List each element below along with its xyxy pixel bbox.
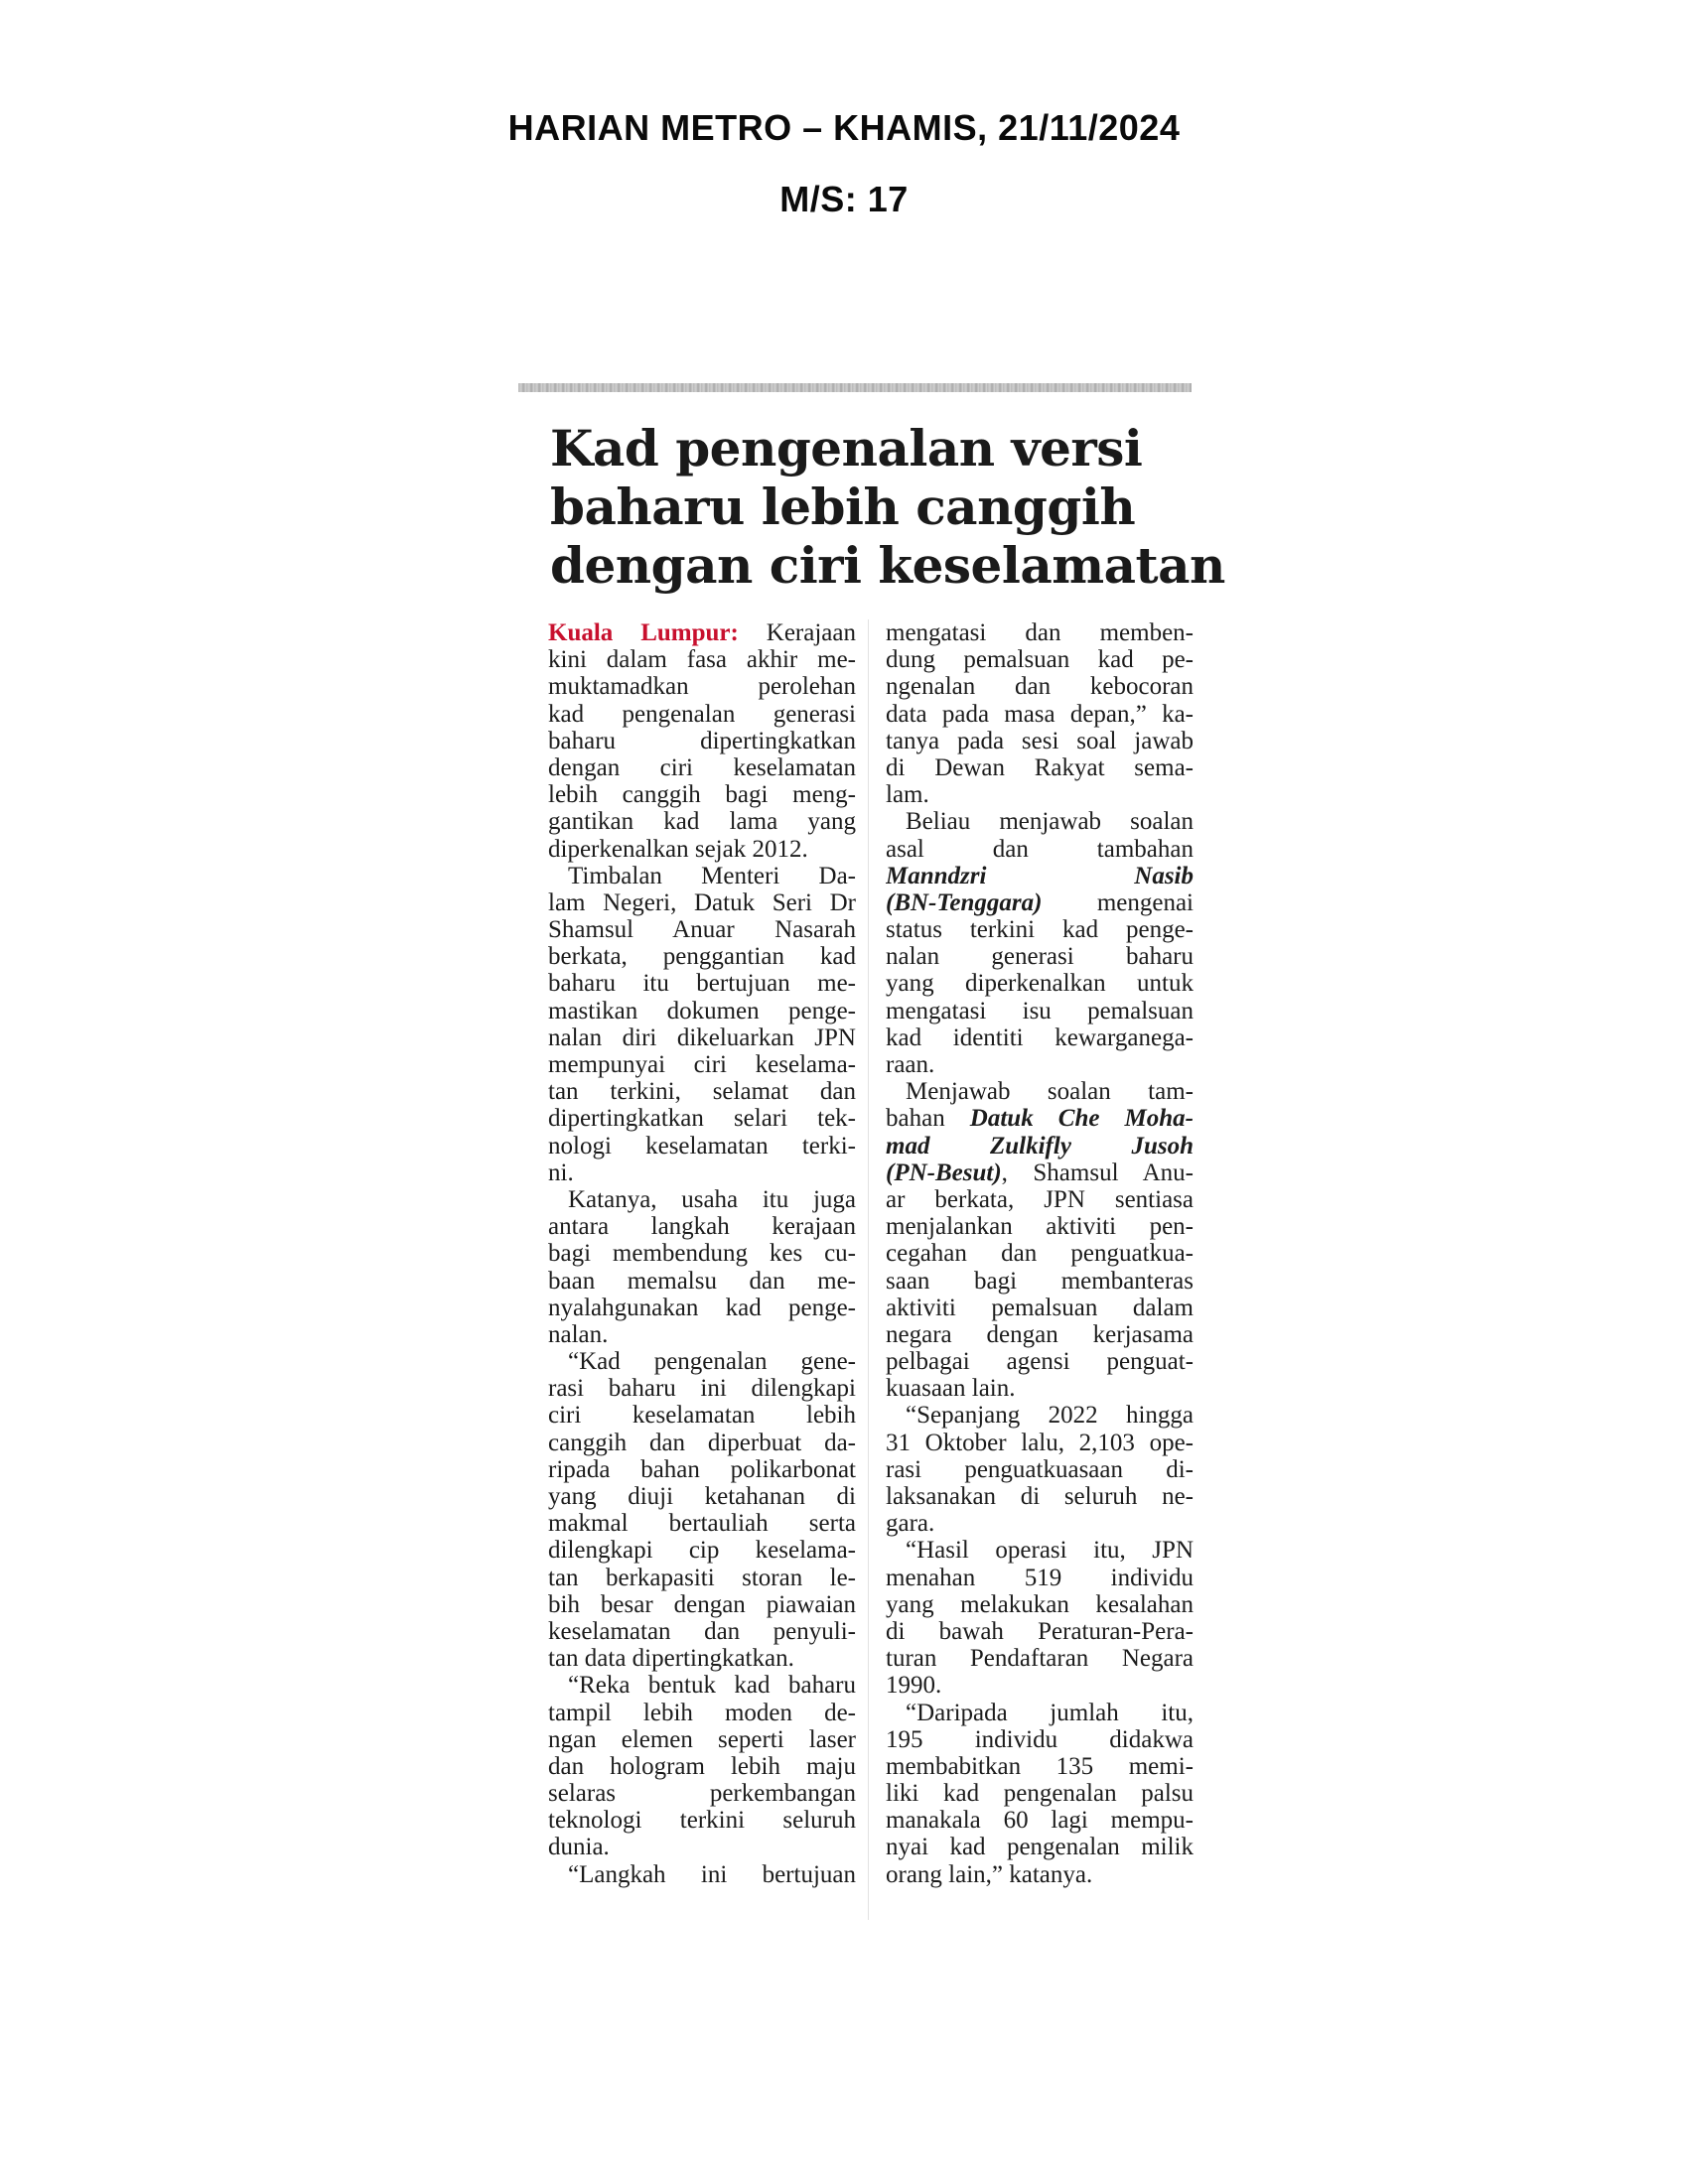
text-line bbox=[886, 1160, 1194, 1186]
text-line: bagi membendung kes cu- bbox=[548, 1240, 856, 1268]
text-line: Manndzri Nasib bbox=[886, 862, 1194, 889]
text-line: “Hasil operasi itu, JPN bbox=[906, 1537, 1194, 1565]
text-line: dipertingkatkan selari tek- bbox=[548, 1105, 856, 1133]
text-line: 1990. bbox=[886, 1672, 942, 1700]
text-line: di Dewan Rakyat sema- bbox=[886, 753, 1194, 781]
text-line: “Langkah ini bertujuan bbox=[568, 1860, 856, 1888]
text-line: Timbalan Menteri Da- bbox=[568, 862, 856, 889]
text-line: negara dengan kerjasama bbox=[886, 1320, 1194, 1348]
dateline: Kuala Lumpur: bbox=[548, 619, 739, 646]
mp-name: Datuk Che Moha- bbox=[969, 1105, 1194, 1133]
headline-line: Kad pengenalan versi bbox=[550, 419, 1143, 478]
text-line: dan hologram lebih maju bbox=[548, 1752, 856, 1780]
text-line: antara langkah kerajaan bbox=[548, 1213, 856, 1241]
text-line: bih besar dengan piawaian bbox=[548, 1590, 856, 1618]
text-line: kad identiti kewarganega- bbox=[886, 1024, 1194, 1051]
text-line: “Daripada jumlah itu, bbox=[906, 1699, 1194, 1726]
text-line: Menjawab soalan tam- bbox=[906, 1078, 1194, 1106]
text-line: pelbagai agensi penguat- bbox=[886, 1348, 1194, 1376]
text-line: menahan 519 individu bbox=[886, 1564, 1194, 1591]
text-line: mad Zulkifly Jusoh bbox=[886, 1132, 1194, 1160]
text-line: selaras perkembangan bbox=[548, 1780, 856, 1808]
text-line: yang diuji ketahanan di bbox=[548, 1483, 856, 1510]
text-line: keselamatan dan penyuli- bbox=[548, 1617, 856, 1645]
headline-line: baharu lebih canggih bbox=[550, 478, 1136, 536]
text-line: ni. bbox=[548, 1159, 574, 1186]
text-line: tanya pada sesi soal jawab bbox=[886, 727, 1194, 754]
text-line: liki kad pengenalan palsu bbox=[886, 1780, 1194, 1808]
text-line: aktiviti pemalsuan dalam bbox=[886, 1294, 1194, 1321]
text-line: menjalankan aktiviti pen- bbox=[886, 1213, 1194, 1241]
text-line: mengatasi dan memben- bbox=[886, 619, 1194, 646]
constituency: (BN-Tenggara) bbox=[886, 888, 1043, 916]
text-fragment: bahan bbox=[886, 1105, 945, 1133]
text-line: ar berkata, JPN sentiasa bbox=[886, 1185, 1194, 1213]
clipping-top-rule bbox=[518, 383, 1192, 392]
text-line: di bawah Peraturan-Pera- bbox=[886, 1617, 1194, 1645]
text-fragment: Kerajaan bbox=[766, 619, 856, 646]
text-line: baharu dipertingkatkan bbox=[548, 727, 856, 754]
text-line: mastikan dokumen penge- bbox=[548, 997, 856, 1024]
text-line bbox=[548, 619, 856, 646]
text-line: status terkini kad penge- bbox=[886, 916, 1194, 944]
text-line: laksanakan di seluruh ne- bbox=[886, 1483, 1194, 1510]
article-headline bbox=[550, 419, 1225, 595]
text-line: tan terkini, selamat dan bbox=[548, 1078, 856, 1106]
text-line: “Reka bentuk kad baharu bbox=[568, 1672, 856, 1700]
text-fragment: mengenai bbox=[1096, 888, 1194, 916]
text-line: tampil lebih moden de- bbox=[548, 1699, 856, 1726]
text-line: manakala 60 lagi mempu- bbox=[886, 1807, 1194, 1835]
text-line: mempunyai ciri keselama- bbox=[548, 1051, 856, 1078]
text-line: lam. bbox=[886, 781, 929, 809]
text-line: cegahan dan penguatkua- bbox=[886, 1240, 1194, 1268]
text-line: ngenalan dan kebocoran bbox=[886, 673, 1194, 701]
text-line bbox=[886, 889, 1194, 916]
text-line: Beliau menjawab soalan bbox=[906, 808, 1194, 836]
text-line: membabitkan 135 memi- bbox=[886, 1752, 1194, 1780]
text-line: 31 Oktober lalu, 2,103 ope- bbox=[886, 1429, 1194, 1456]
page-number: M/S: 17 bbox=[779, 179, 909, 219]
text-line: canggih dan diperbuat da- bbox=[548, 1429, 856, 1456]
text-line: orang lain,” katanya. bbox=[886, 1860, 1093, 1888]
article-column-right bbox=[886, 619, 1194, 1888]
text-line: dunia. bbox=[548, 1834, 610, 1861]
text-line: nologi keselamatan terki- bbox=[548, 1132, 856, 1160]
text-line: nalan diri dikeluarkan JPN bbox=[548, 1024, 856, 1051]
text-line: diperkenalkan sejak 2012. bbox=[548, 835, 808, 863]
article-column-left bbox=[548, 619, 856, 1888]
text-line: rasi baharu ini dilengkapi bbox=[548, 1375, 856, 1403]
text-line: yang melakukan kesalahan bbox=[886, 1590, 1194, 1618]
text-line: Katanya, usaha itu juga bbox=[568, 1185, 856, 1213]
text-line bbox=[886, 1105, 1194, 1132]
text-line: nalan. bbox=[548, 1320, 609, 1348]
text-line: 195 individu didakwa bbox=[886, 1725, 1194, 1753]
text-line: ripada bahan polikarbonat bbox=[548, 1455, 856, 1483]
text-line: dengan ciri keselamatan bbox=[548, 753, 856, 781]
text-line: data pada masa depan,” ka- bbox=[886, 700, 1194, 728]
text-line: lebih canggih bagi meng- bbox=[548, 781, 856, 809]
text-line: gantikan kad lama yang bbox=[548, 808, 856, 836]
text-line: nyai kad pengenalan milik bbox=[886, 1834, 1194, 1861]
text-line: lam Negeri, Datuk Seri Dr bbox=[548, 888, 856, 916]
text-line: ngan elemen seperti laser bbox=[548, 1725, 856, 1753]
text-line: teknologi terkini seluruh bbox=[548, 1807, 856, 1835]
text-line: turan Pendaftaran Negara bbox=[886, 1645, 1194, 1673]
text-line: Shamsul Anuar Nasarah bbox=[548, 916, 856, 944]
text-line: asal dan tambahan bbox=[886, 835, 1194, 863]
text-line: nalan generasi baharu bbox=[886, 943, 1194, 971]
text-line: kini dalam fasa akhir me- bbox=[548, 646, 856, 674]
text-line: dilengkapi cip keselama- bbox=[548, 1537, 856, 1565]
text-fragment: , Shamsul Anu- bbox=[1001, 1159, 1194, 1186]
text-line: kuasaan lain. bbox=[886, 1375, 1016, 1403]
text-line: ciri keselamatan lebih bbox=[548, 1402, 856, 1430]
text-line: yang diperkenalkan untuk bbox=[886, 970, 1194, 998]
constituency: (PN-Besut) bbox=[886, 1159, 1002, 1186]
newspaper-header: HARIAN METRO – KHAMIS, 21/11/2024 bbox=[507, 107, 1181, 148]
headline-line: dengan ciri keselamatan bbox=[550, 536, 1225, 595]
text-line: tan data dipertingkatkan. bbox=[548, 1645, 794, 1673]
text-line: baan memalsu dan me- bbox=[548, 1267, 856, 1295]
text-line: baharu itu bertujuan me- bbox=[548, 970, 856, 998]
news-clipping bbox=[518, 383, 1225, 1932]
text-line: berkata, penggantian kad bbox=[548, 943, 856, 971]
text-line: makmal bertauliah serta bbox=[548, 1510, 856, 1538]
text-line: rasi penguatkuasaan di- bbox=[886, 1455, 1194, 1483]
column-divider bbox=[868, 619, 869, 1920]
text-line: gara. bbox=[886, 1510, 935, 1538]
text-line: nyalahgunakan kad penge- bbox=[548, 1294, 856, 1321]
text-line: “Sepanjang 2022 hingga bbox=[906, 1402, 1194, 1430]
text-line: muktamadkan perolehan bbox=[548, 673, 856, 701]
text-line: dung pemalsuan kad pe- bbox=[886, 646, 1194, 674]
text-line: mengatasi isu pemalsuan bbox=[886, 997, 1194, 1024]
text-line: “Kad pengenalan gene- bbox=[568, 1348, 856, 1376]
text-line: tan berkapasiti storan le- bbox=[548, 1564, 856, 1591]
text-line: saan bagi membanteras bbox=[886, 1267, 1194, 1295]
text-line: raan. bbox=[886, 1051, 935, 1078]
text-line: kad pengenalan generasi bbox=[548, 700, 856, 728]
